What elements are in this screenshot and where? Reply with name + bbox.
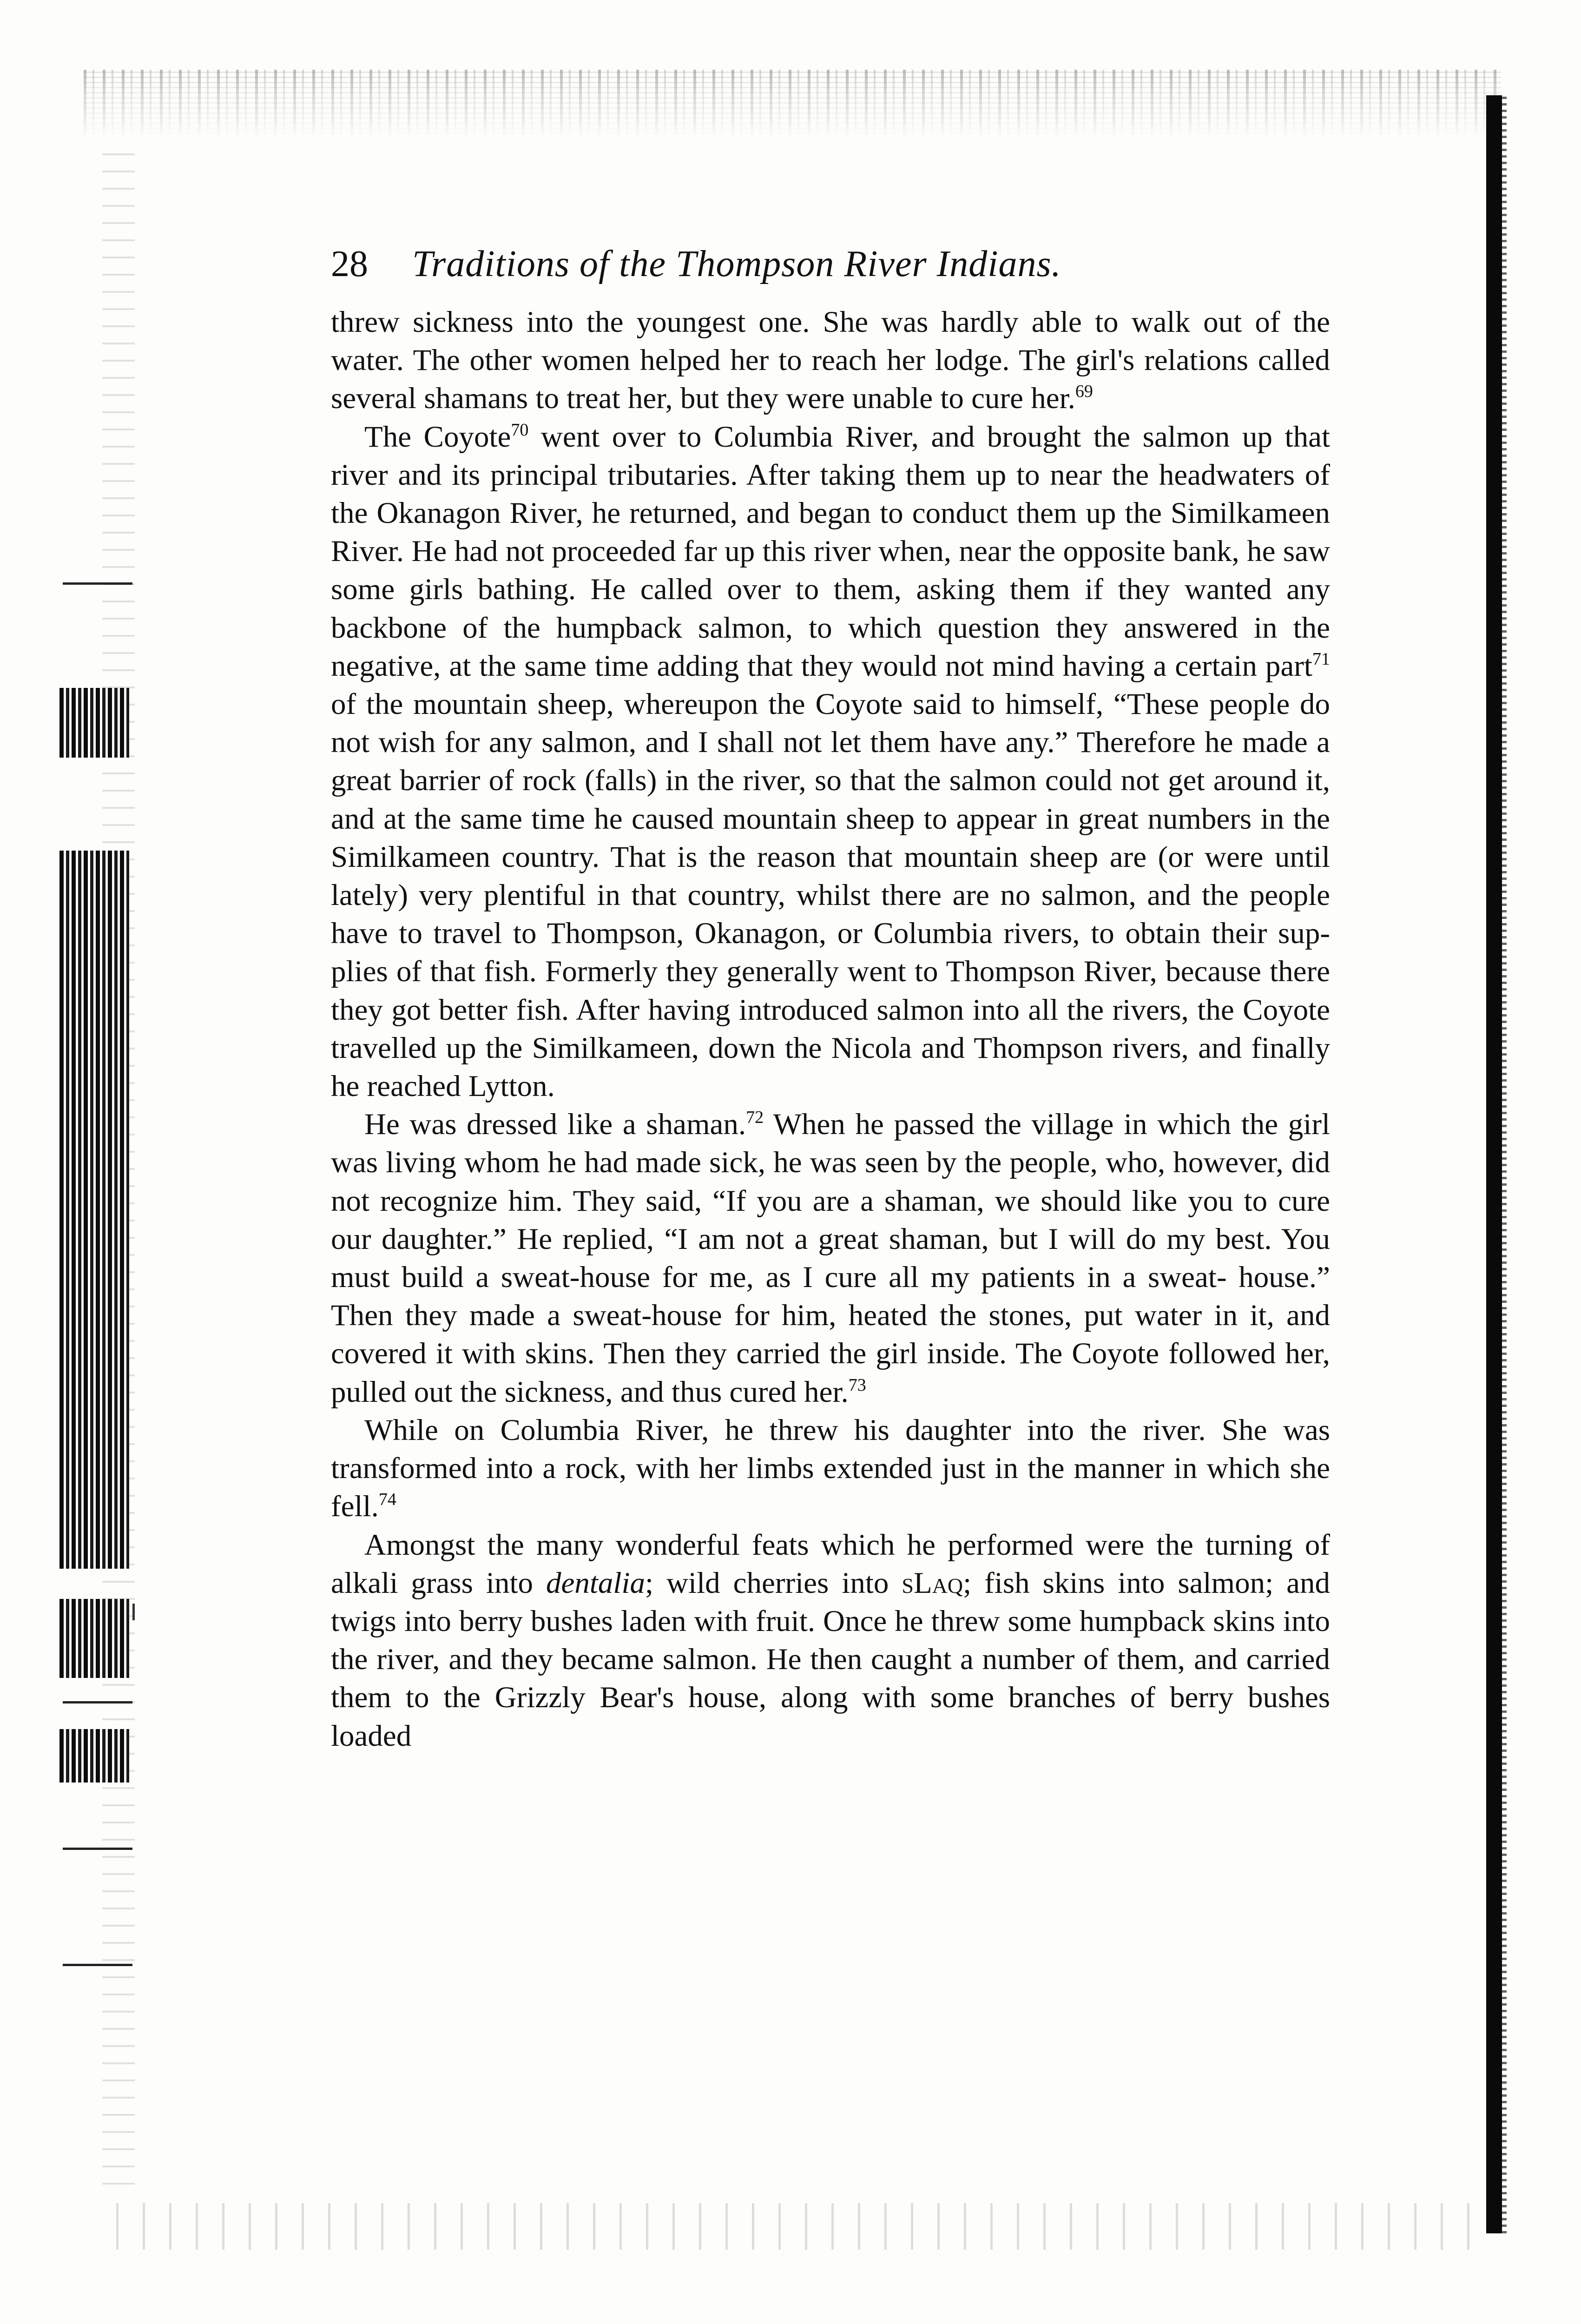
- text-line: which the girl was living whom he had made sick, he was seen by: [331, 1108, 1331, 1180]
- text-line: country, whilst there are no salmon, and the people have to travel: [331, 878, 1331, 951]
- gutter-barcode-block: [59, 851, 129, 1569]
- scan-noise-top: [84, 70, 1501, 139]
- footnote-ref: 69: [1075, 382, 1093, 402]
- page-number: 28: [331, 244, 368, 284]
- text-line: Once he threw some humpback skins into the river, and they became: [331, 1604, 1331, 1677]
- text-line: Nicola and Thompson rivers, and finally he reached Lytton.: [331, 1031, 1331, 1103]
- text-line: manner in which she fell.: [331, 1452, 1330, 1524]
- text-line: plies of that fish. Formerly they generally went to Thompson River,: [331, 955, 1157, 989]
- text-line: The girl's relations called several shamans to treat her, but they were: [331, 343, 1330, 416]
- text-line: numbers in the Similkameen country. That is the reason that: [331, 802, 1330, 874]
- text-line: into all the rivers, the Coyote travelled up the Similkameen, down the: [331, 993, 1331, 1065]
- text-line: salmon. He then caught a number of them, and carried them to the: [331, 1643, 1330, 1715]
- text-line: house.” Then they made a sweat-house for him, heated the stones,: [331, 1261, 1330, 1333]
- text-line: ; fish: [963, 1566, 1030, 1600]
- italic-term: dentalia: [546, 1566, 646, 1600]
- text-line: He was dressed like a shaman.: [364, 1108, 746, 1142]
- text-line: unable to cure her.: [852, 382, 1075, 416]
- text-line: must build a sweat-house for me, as I cure all my patients in a sweat-: [331, 1261, 1227, 1294]
- text-line: of the mountain sheep, whereupon the Coyote: [331, 687, 903, 721]
- text-line: in the negative, at the same time adding that they would not mind: [331, 611, 1331, 683]
- text-line: you are a shaman, we should like you to cure our daughter.” He: [331, 1184, 1330, 1256]
- footnote-ref: 71: [1312, 649, 1330, 669]
- scan-noise-bottom: [116, 2203, 1487, 2250]
- gutter-barcode-block: [59, 688, 129, 758]
- text-line: went over to Columbia River, and brought the salmon: [528, 420, 1230, 454]
- text-line: Amongst the many wonderful feats which he performed were the: [364, 1528, 1193, 1562]
- scan-edge-bar-right: [1486, 95, 1502, 2233]
- text-line: far up this river when, near the opposite bank, he saw some girls: [331, 535, 1330, 607]
- gutter-barcode-block: [59, 1729, 129, 1783]
- text-line: to conduct them up the Similkameen River. He had not proceeded: [331, 496, 1331, 568]
- paragraph: [331, 1105, 1330, 1411]
- text-line: and at the same time he caused mountain sheep to appear in great: [331, 802, 1139, 836]
- text-line: thus cured her.: [671, 1375, 849, 1409]
- text-line: ; wild cherries into: [645, 1566, 902, 1600]
- text-line: girl inside. The Coyote followed her, pulled out the sickness, and: [331, 1337, 1331, 1409]
- small-caps-term: sLaq: [902, 1566, 963, 1600]
- text-line: Grizzly Bear's house, along with some branches of berry bushes loaded: [331, 1681, 1331, 1753]
- text-line: near the headwaters of the Okanagon River, he returned, and began: [331, 458, 1330, 530]
- footnote-ref: 73: [848, 1375, 866, 1395]
- gutter-rule: [63, 1701, 132, 1703]
- scan-edge-fringe-right: [1502, 95, 1507, 2233]
- text-line: backbone of the humpback salmon, to which question they answered: [331, 611, 1238, 645]
- text-line: The Coyote: [364, 420, 511, 454]
- paragraph: [331, 1411, 1330, 1526]
- text-line: When he passed the village in: [764, 1108, 1147, 1142]
- text-line: said to himself, “These people do not wish for any salmon, and I: [331, 687, 1330, 759]
- text-line: to Thompson, Okanagon, or Columbia rivers, to obtain their sup-: [513, 917, 1330, 951]
- text-line: rock (falls) in the river, so that the salmon could not get around it,: [522, 764, 1331, 798]
- running-header: [331, 238, 1330, 290]
- running-title: Traditions of the Thompson River Indians.: [412, 244, 1061, 284]
- text-line: up that river and its principal tributaries. After taking them up to: [331, 420, 1331, 492]
- text-line: bathing. He called over to them, asking them if they wanted any: [477, 573, 1331, 607]
- text-line: mountain sheep are (or were until lately) very plentiful in that: [331, 840, 1331, 912]
- footnote-ref: 72: [746, 1108, 764, 1128]
- text-line: While on Columbia River, he threw his daughter into the river.: [364, 1413, 1206, 1447]
- gutter-rule: [63, 1964, 132, 1966]
- text-line: the people, who, however, did not recognize him. They said, “If: [331, 1146, 1330, 1218]
- text-line: put water in it, and covered it with skins. Then they carried the: [331, 1299, 1331, 1371]
- text-line: threw sickness into the youngest one. She was hardly able to walk: [331, 305, 1191, 339]
- text-line: shall not let them have any.” Therefore he made a great barrier of: [331, 726, 1330, 798]
- gutter-rule: [63, 582, 132, 585]
- footnote-ref: 74: [378, 1490, 396, 1510]
- paragraph: [331, 418, 1330, 1106]
- text-line: skins into salmon; and twigs into berry bushes laden with fruit.: [331, 1566, 1331, 1638]
- paragraph: [331, 303, 1330, 418]
- footnote-ref: 70: [511, 420, 529, 440]
- gutter-barcode-block: [59, 1599, 129, 1678]
- body-text: [331, 303, 1330, 1755]
- gutter-tick: [132, 1604, 135, 1620]
- paragraph: [331, 1526, 1330, 1755]
- text-line: replied, “I am not a great shaman, but I will do my best. You: [562, 1222, 1330, 1256]
- text-line: because there they got better fish. After having introduced salmon: [331, 955, 1330, 1027]
- text-line: She was transformed into a rock, with her limbs extended just in the: [331, 1413, 1330, 1486]
- text-line: having a certain part: [1062, 649, 1312, 683]
- text-line: out of the water. The other women helped her to reach her lodge.: [331, 305, 1330, 377]
- gutter-rule: [63, 1848, 132, 1850]
- text-line: turning of alkali grass into: [331, 1528, 1330, 1600]
